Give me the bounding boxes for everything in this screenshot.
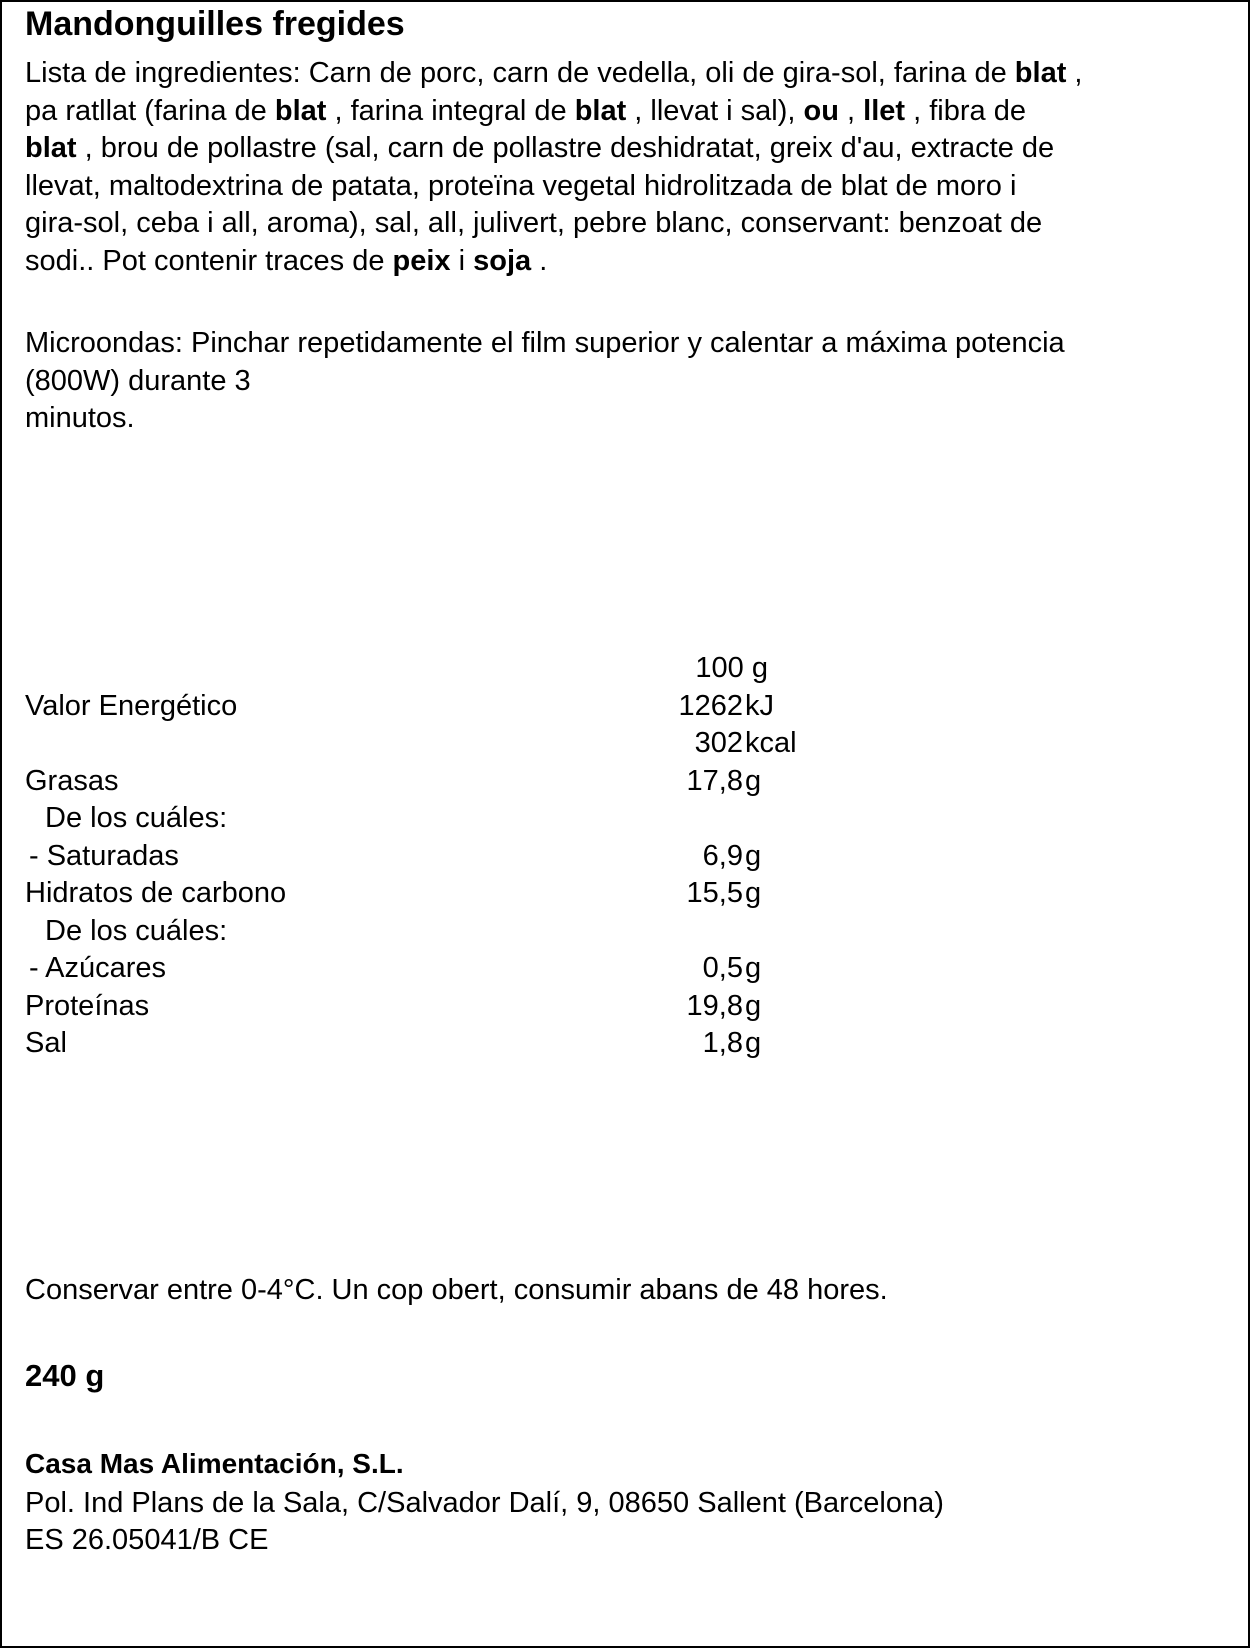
manufacturer-address: Pol. Ind Plans de la Sala, C/Salvador Dalí, 9, 08650 Sallent (Barcelona) (25, 1487, 944, 1519)
nutrient-label: Valor Energético (25, 689, 238, 722)
nutrition-row (25, 725, 925, 763)
ingredient-text: . (531, 244, 548, 277)
allergen-text: llet (863, 94, 906, 127)
nutrient-unit: kJ (745, 689, 774, 722)
manufacturer-registry: ES 26.05041/B CE (25, 1524, 269, 1556)
ingredients-line (25, 55, 1082, 93)
nutrition-table (25, 650, 925, 1063)
ingredient-text: , farina integral de (326, 94, 575, 127)
ingredients-line (25, 243, 1082, 281)
product-title: Mandonguilles fregides (25, 5, 405, 43)
nutrient-label: Sal (25, 1027, 67, 1059)
ingredient-text: , (838, 94, 864, 127)
nutrient-label: De los cuáles: (45, 914, 228, 947)
nutrient-unit: g (745, 764, 762, 797)
nutrient-label: - Saturadas (29, 839, 179, 872)
nutrient-value: 1262 (678, 689, 743, 722)
ingredient-text: pa ratllat (farina de (25, 94, 275, 127)
nutrient-unit: g (745, 989, 762, 1022)
preparation-instructions (25, 325, 1065, 438)
storage-instructions: Conservar entre 0-4°C. Un cop obert, consumir abans de 48 hores. (25, 1274, 888, 1306)
nutrient-label: - Azúcares (29, 952, 166, 984)
nutrient-unit: g (745, 839, 762, 872)
allergen-text: blat (25, 132, 77, 164)
nutrition-row (25, 688, 925, 726)
ingredient-text: i (450, 244, 474, 277)
nutrition-row (25, 988, 925, 1026)
nutrient-unit: kcal (745, 727, 797, 759)
ingredients-line (25, 168, 1082, 206)
ingredients-line (25, 93, 1082, 131)
nutrition-row (25, 763, 925, 801)
nutrition-row (25, 875, 925, 913)
nutrient-unit: g (745, 1027, 762, 1059)
nutrient-unit: g (745, 877, 762, 909)
allergen-text: blat (574, 94, 627, 127)
nutrition-row (25, 950, 925, 988)
preparation-line: Microondas: Pinchar repetidamente el film superior y calentar a máxima potencia (25, 327, 1065, 359)
nutrient-unit: g (745, 952, 762, 984)
allergen-text: blat (1014, 57, 1067, 89)
allergen-text: ou (803, 94, 839, 127)
nutrient-value: 17,8 (686, 764, 743, 797)
ingredient-text: Lista de ingredientes: Carn de porc, carn de vedella, oli de gira-sol, farina de (25, 57, 1015, 89)
net-weight: 240 g (25, 1358, 105, 1393)
allergen-text: soja (473, 244, 532, 277)
nutrient-value: 15,5 (686, 877, 743, 909)
nutrient-label: Grasas (25, 764, 119, 797)
ingredients-line (25, 130, 1082, 168)
allergen-text: peix (392, 244, 451, 277)
nutrient-value: 1,8 (702, 1027, 743, 1059)
ingredients-line (25, 205, 1082, 243)
ingredient-text: , brou de pollastre (sal, carn de pollastre deshidratat, greix d'au, extracte de (76, 132, 1055, 164)
nutrient-value: 19,8 (686, 989, 743, 1022)
ingredient-text: gira-sol, ceba i all, aroma), sal, all, julivert, pebre blanc, conservant: benzoat de (25, 207, 1043, 239)
ingredient-text: sodi.. Pot contenir traces de (25, 244, 393, 277)
allergen-text: blat (274, 94, 327, 127)
nutrition-row (25, 800, 925, 838)
nutrition-row (25, 1025, 925, 1063)
nutrition-header-row (25, 650, 925, 688)
nutrient-label: Hidratos de carbono (25, 877, 287, 909)
nutrient-value: 0,5 (702, 952, 743, 984)
ingredient-text: , fibra de (905, 94, 1026, 127)
nutrient-label: De los cuáles: (45, 802, 228, 834)
nutrition-header-serving: 100 g (695, 652, 768, 684)
nutrition-row (25, 913, 925, 951)
manufacturer-name: Casa Mas Alimentación, S.L. (25, 1448, 404, 1479)
ingredient-text: , (1066, 57, 1083, 89)
nutrient-value: 302 (694, 727, 743, 759)
ingredient-text: , llevat i sal), (626, 94, 804, 127)
preparation-line: minutos. (25, 402, 135, 434)
nutrient-value: 6,9 (702, 839, 743, 872)
preparation-line: (800W) durante 3 (25, 364, 251, 397)
nutrition-row (25, 838, 925, 876)
nutrient-label: Proteínas (25, 989, 150, 1022)
ingredients-list (25, 55, 1082, 280)
ingredient-text: llevat, maltodextrina de patata, proteïna vegetal hidrolitzada de blat de moro i (25, 169, 1017, 202)
